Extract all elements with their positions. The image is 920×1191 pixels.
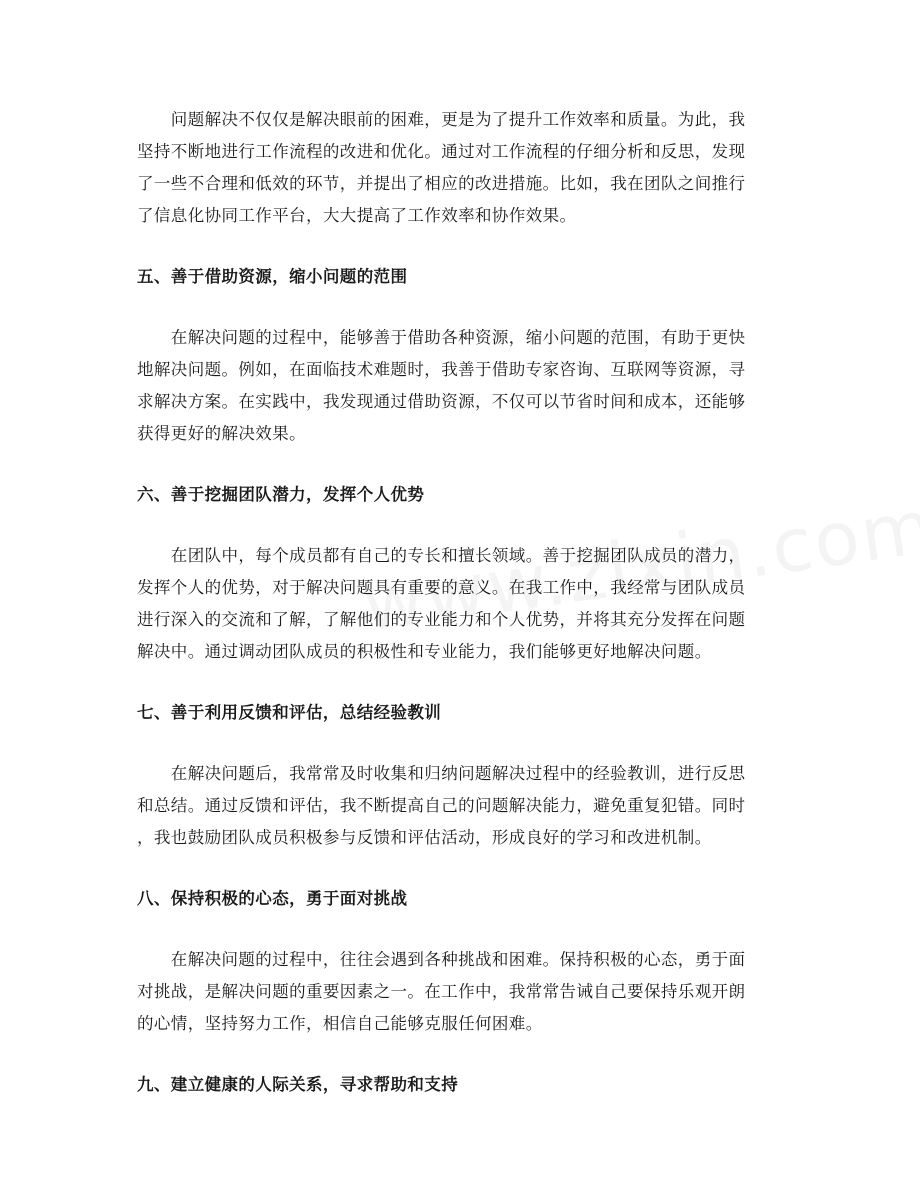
paragraph-team-potential (137, 540, 787, 668)
paragraph-line: 在团队中，每个成员都有自己的专长和擅长领域。善于挖掘团队成员的潜力， (137, 546, 746, 565)
section-heading-8: 八、保持积极的心态，勇于面对挑战 (137, 889, 408, 908)
paragraph-feedback (137, 758, 787, 854)
paragraph-process-improvement (137, 104, 787, 232)
paragraph-line: 求解决方案。在实践中，我发现通过借助资源，不仅可以节省时间和成本，还能够 (137, 392, 746, 411)
paragraph-line: 发挥个人的优势，对于解决问题具有重要的意义。在我工作中，我经常与团队成员 (137, 578, 746, 597)
paragraph-positive-attitude (137, 944, 787, 1040)
paragraph-line: 坚持不断地进行工作流程的改进和优化。通过对工作流程的仔细分析和反思，发现 (137, 142, 746, 161)
section-heading-9: 九、建立健康的人际关系，寻求帮助和支持 (137, 1075, 459, 1094)
paragraph-line: ，我也鼓励团队成员积极参与反馈和评估活动，形成良好的学习和改进机制。 (137, 828, 712, 847)
paragraph-line: 的心情，坚持努力工作，相信自己能够克服任何困难。 (137, 1014, 543, 1033)
section-heading-6: 六、善于挖掘团队潜力，发挥个人优势 (137, 485, 425, 504)
paragraph-line: 解决中。通过调动团队成员的积极性和专业能力，我们能够更好地解决问题。 (137, 642, 712, 661)
paragraph-line: 在解决问题的过程中，往往会遇到各种挑战和困难。保持积极的心态，勇于面 (137, 950, 746, 969)
paragraph-line: 和总结。通过反馈和评估，我不断提高自己的问题解决能力，避免重复犯错。同时 (137, 796, 746, 815)
paragraph-line: 对挑战，是解决问题的重要因素之一。在工作中，我常常告诫自己要保持乐观开朗 (137, 982, 746, 1001)
document-body (137, 104, 787, 1130)
paragraph-line: 问题解决不仅仅是解决眼前的困难，更是为了提升工作效率和质量。为此，我 (137, 110, 746, 129)
paragraph-use-resources (137, 322, 787, 450)
paragraph-line: 了信息化协同工作平台，大大提高了工作效率和协作效果。 (137, 206, 577, 225)
paragraph-line: 在解决问题后，我常常及时收集和归纳问题解决过程中的经验教训，进行反思 (137, 764, 746, 783)
section-heading-5: 五、善于借助资源，缩小问题的范围 (137, 267, 408, 286)
paragraph-line: 地解决问题。例如，在面临技术难题时，我善于借助专家咨询、互联网等资源，寻 (137, 360, 746, 379)
paragraph-line: 进行深入的交流和了解，了解他们的专业能力和个人优势，并将其充分发挥在问题 (137, 610, 746, 629)
paragraph-line: 获得更好的解决效果。 (137, 424, 306, 443)
section-heading-7: 七、善于利用反馈和评估，总结经验教训 (137, 703, 442, 722)
paragraph-line: 了一些不合理和低效的环节，并提出了相应的改进措施。比如，我在团队之间推行 (137, 174, 746, 193)
paragraph-line: 在解决问题的过程中，能够善于借助各种资源，缩小问题的范围，有助于更快 (137, 328, 746, 347)
